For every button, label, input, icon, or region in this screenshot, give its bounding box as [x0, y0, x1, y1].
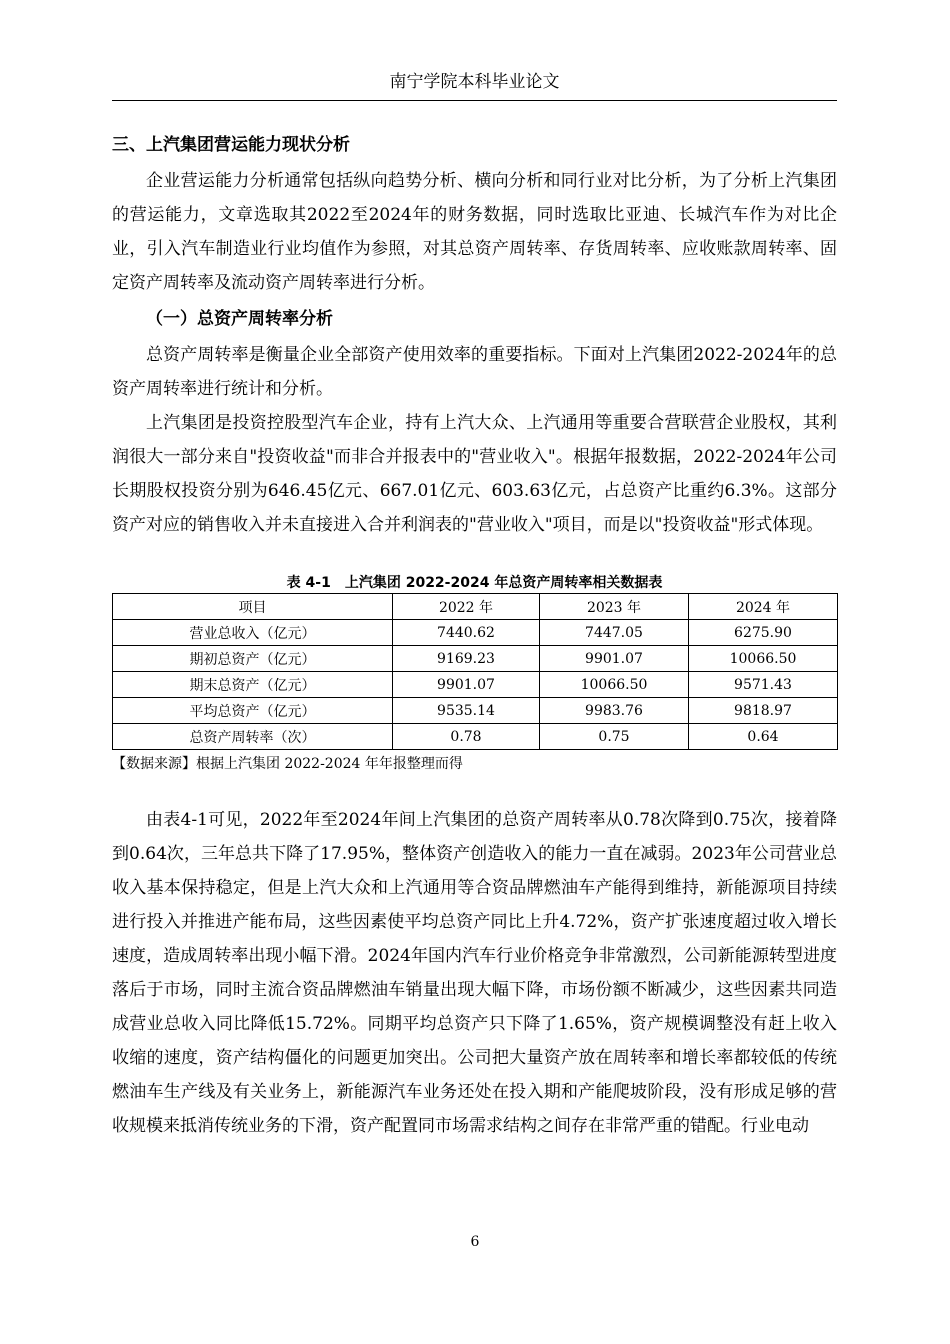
table-cell: 营业总收入（亿元）	[113, 620, 393, 646]
table-cell: 期末总资产（亿元）	[113, 672, 393, 698]
table-cell: 期初总资产（亿元）	[113, 646, 393, 672]
header-divider	[112, 100, 837, 101]
table-cell: 9901.07	[393, 672, 540, 698]
table-cell: 9901.07	[540, 646, 689, 672]
analysis-paragraph: 由表4-1可见，2022年至2024年间上汽集团的总资产周转率从0.78次降到0.75次，接着降到0.64次，三年总共下降了17.95%，整体资产创造收入的能力一直在减弱。2023年公司营业总收入基本保持稳定，但是上汽大众和上汽通用等合资品牌燃油车产能得到维持，新能源项目持续进行投入并推进产能布局，这些因素使平均总资产同比上升4.72%，资产扩张速度超过收入增长速度，造成周转率出现小幅下滑。2024年国内汽车行业价格竞争非常激烈，公司新能源转型进度落后于市场，同时主流合资品牌燃油车销量出现大幅下降，市场份额不断减少，这些因素共同造成营业总收入同比降低15.72%。同期平均总资产只下降了1.65%，资产规模调整没有赶上收入收缩的速度，资产结构僵化的问题更加突出。公司把大量资产放在周转率和增长率都较低的传统燃油车生产线及有关业务上，新能源汽车业务还处在投入期和产能爬坡阶段，没有形成足够的营收规模来抵消传统业务的下滑，资产配置同市场需求结构之间存在非常严重的错配。行业电动	[112, 810, 837, 1136]
table-cell: 0.75	[540, 724, 689, 750]
page-header	[112, 70, 837, 94]
header-title: 南宁学院本科毕业论文	[389, 72, 560, 92]
table-cell: 总资产周转率（次）	[113, 724, 393, 750]
table-cell: 0.64	[689, 724, 838, 750]
table-row	[113, 724, 838, 750]
table-cell: 9535.14	[393, 698, 540, 724]
data-table	[112, 593, 838, 750]
table-header-cell: 2022 年	[393, 594, 540, 620]
body-paragraph: 上汽集团是投资控股型汽车企业，持有上汽大众、上汽通用等重要合营联营企业股权，其利润很大一部分来自"投资收益"而非合并报表中的"营业收入"。根据年报数据，2022-2024年公司长期股权投资分别为646.45亿元、667.01亿元、603.63亿元，占总资产比重约6.3%。这部分资产对应的销售收入并未直接进入合并利润表的"营业收入"项目，而是以"投资收益"形式体现。	[112, 413, 837, 535]
table-row	[113, 698, 838, 724]
table-cell: 9983.76	[540, 698, 689, 724]
table-header-cell: 2023 年	[540, 594, 689, 620]
table-caption: 表 4-1 上汽集团 2022-2024 年总资产周转率相关数据表	[286, 575, 663, 591]
table-cell: 7440.62	[393, 620, 540, 646]
table-cell: 0.78	[393, 724, 540, 750]
body-paragraph: 总资产周转率是衡量企业全部资产使用效率的重要指标。下面对上汽集团2022-2024年的总资产周转率进行统计和分析。	[112, 345, 837, 399]
table-cell: 9169.23	[393, 646, 540, 672]
table-cell: 9571.43	[689, 672, 838, 698]
section-intro-paragraph: 企业营运能力分析通常包括纵向趋势分析、横向分析和同行业对比分析，为了分析上汽集团的营运能力，文章选取其2022至2024年的财务数据，同时选取比亚迪、长城汽车作为对比企业，引入汽车制造业行业均值作为参照，对其总资产周转率、存货周转率、应收账款周转率、固定资产周转率及流动资产周转率进行分析。	[112, 171, 837, 293]
table-row	[113, 620, 838, 646]
table-row	[113, 672, 838, 698]
table-cell: 7447.05	[540, 620, 689, 646]
section-heading: 三、上汽集团营运能力现状分析	[112, 135, 350, 155]
page-body	[112, 129, 837, 1143]
table-cell: 6275.90	[689, 620, 838, 646]
subsection-heading: （一）总资产周转率分析	[146, 309, 333, 329]
page-number: 6	[470, 1234, 480, 1250]
table-cell: 10066.50	[689, 646, 838, 672]
table-header-cell: 2024 年	[689, 594, 838, 620]
table-source-note: 【数据来源】根据上汽集团 2022-2024 年年报整理而得	[112, 756, 463, 772]
table-header-cell: 项目	[113, 594, 393, 620]
table-cell: 9818.97	[689, 698, 838, 724]
table-header-row	[113, 594, 838, 620]
table-cell: 10066.50	[540, 672, 689, 698]
table-cell: 平均总资产（亿元）	[113, 698, 393, 724]
table-row	[113, 646, 838, 672]
